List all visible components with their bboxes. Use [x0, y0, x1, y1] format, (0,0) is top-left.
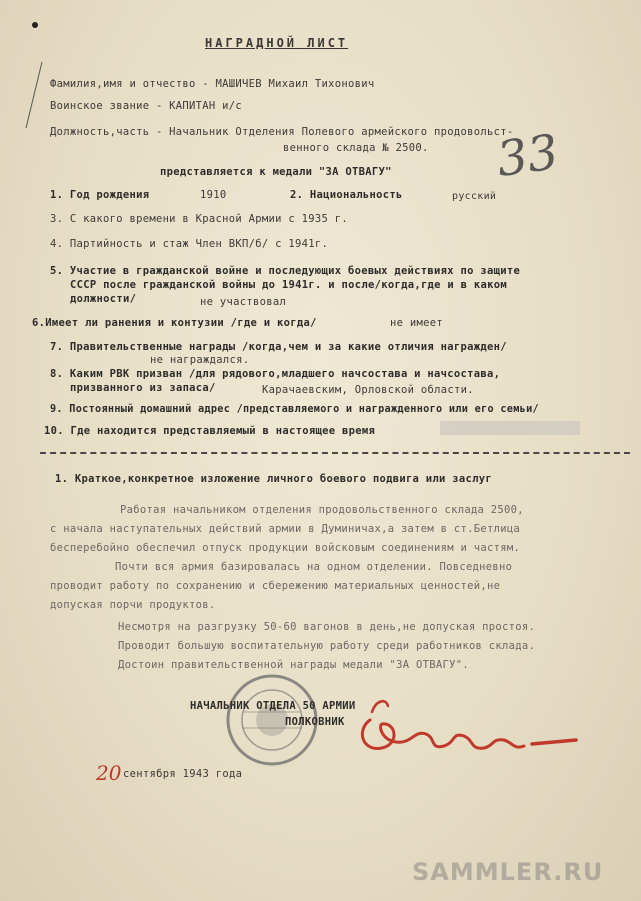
body-line: бесперебойно обеспечил отпуск продукции войсковым соединениям и частям.: [50, 542, 521, 554]
q6-label: 6.Имеет ли ранения и контузии /где и когда/: [32, 317, 317, 329]
q5-line-2: СССР после гражданской войны до 1941г. и после/когда,где и в каком: [70, 279, 508, 291]
q4-line: 4. Партийность и стаж Член ВКП/б/ с 1941г.: [50, 238, 329, 250]
body-line: Несмотря на разгрузку 50-60 вагонов в день,не допуская простоя.: [118, 621, 536, 633]
q8-answer: Карачаевским, Орловской области.: [262, 384, 474, 396]
body-line: Почти вся армия базировалась на одном отделении. Повседневно: [115, 561, 513, 573]
q6-answer: не имеет: [390, 317, 443, 329]
date-day-handwritten: 20: [96, 761, 122, 785]
q9-line: 9. Постоянный домашний адрес /представляемого и награжденного или его семьи/: [50, 404, 539, 415]
name-line: Фамилия,имя и отчество - МАШИЧЕВ Михаил Тихонович: [50, 78, 375, 90]
pencil-mark: [20, 60, 46, 130]
q1-label: 1. Год рождения: [50, 189, 150, 201]
q10-line: 10. Где находится представляемый в настоящее время: [44, 425, 376, 437]
watermark: SAMMLER.RU: [412, 858, 604, 886]
q7-label: 7. Правительственные награды /когда,чем и за какие отличия награжден/: [50, 341, 507, 353]
position-line-2: венного склада № 2500.: [283, 142, 429, 154]
signature-role-2: ПОЛКОВНИК: [285, 716, 345, 728]
document-title: НАГРАДНОЙ ЛИСТ: [205, 36, 349, 50]
body-line: Проводит большую воспитательную работу среди работников склада.: [118, 640, 536, 652]
q5-line-1: 5. Участие в гражданской войне и последующих боевых действиях по защите: [50, 265, 521, 277]
rank-line: Воинское звание - КАПИТАН и/с: [50, 100, 243, 112]
handwritten-file-number: 33: [493, 124, 562, 188]
q5-answer: не участвовал: [200, 296, 287, 308]
position-line-1: Должность,часть - Начальник Отделения Полевого армейского продовольст-: [50, 126, 514, 138]
q8-line-1: 8. Каким РВК призван /для рядового,младшего начсостава и начсостава,: [50, 368, 501, 380]
q1-year: 1910: [200, 189, 227, 201]
ink-dot: [32, 22, 38, 28]
body-line: проводит работу по сохранению и сбережению материальных ценностей,не: [50, 580, 501, 592]
q8-line-2: призванного из запаса/: [70, 382, 216, 394]
body-line: допуская порчи продуктов.: [50, 599, 216, 611]
section-divider: [40, 452, 630, 454]
date-rest: сентября 1943 года: [123, 768, 243, 780]
nomination-line: представляется к медали "ЗА ОТВАГУ": [160, 166, 392, 178]
body-line: с начала наступательных действий армии в Думиничах,а затем в ст.Бетлица: [50, 523, 521, 535]
q2-value: русский: [452, 191, 497, 202]
signature-role-1: НАЧАЛЬНИК ОТДЕЛА 50 АРМИИ: [190, 700, 356, 712]
body-line: Работая начальником отделения продовольственного склада 2500,: [120, 504, 524, 516]
body-line: Достоин правительственной награды медали "ЗА ОТВАГУ".: [118, 659, 469, 671]
red-handwritten-signature: [352, 690, 582, 770]
q3-line: 3. С какого времени в Красной Армии с 1935 г.: [50, 213, 348, 225]
redacted-area: [440, 421, 580, 435]
q7-answer: не награждался.: [150, 354, 250, 366]
q2-label: 2. Национальность: [290, 189, 403, 201]
section-heading: 1. Краткое,конкретное изложение личного боевого подвига или заслуг: [55, 473, 493, 485]
q5-line-3: должности/: [70, 293, 137, 305]
